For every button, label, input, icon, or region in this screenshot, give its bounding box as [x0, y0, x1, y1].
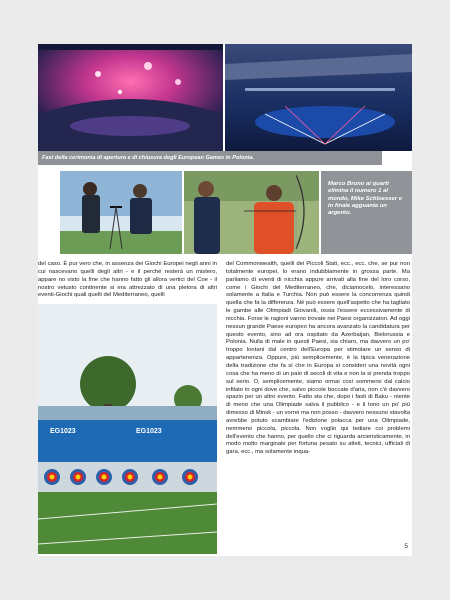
coaches-photo	[60, 171, 182, 254]
archer-caption: Marco Bruno ai quarti elimina il numero 1 al mondo, Mike Schloesser e in finale agguanta un argento.	[321, 171, 412, 254]
magazine-page	[38, 44, 412, 556]
closing-ceremony-photo	[225, 44, 412, 151]
page-number: 5	[404, 543, 408, 550]
archer-photo	[184, 171, 319, 254]
archery-field-photo	[38, 304, 217, 554]
opening-ceremony-photo	[38, 44, 223, 151]
article-column-left: del caso. È pur vero che, in assenza dei Giochi Europei negli anni in cui nascevano quelli degli altri - e il perché resterà un mistero, appare no visto la fine che hanno fatto gli allora vertici del Coe - il nostro vetusto continente si era attrezzato di una pletora di altri eventi-Giochi quali quelli del Mediterraneo, quelli	[38, 261, 217, 299]
article-column-right: del Commonwealth, quelli dei Piccoli Stati, ecc., ecc. che, se pur non totalmente europei, lo erano indubbiamente in grossa parte. Ma parliamo di eventi di nicchia appure arrivati alla fine del loro corso, come i Giochi del Mediterraneo, che, diciamocelo, interessano solamente a Italia e Turchia. Non può essere la concorrenza quindi quella che fa la differenza. Né può essere quell'aspetto che ha tagliato le gambe alle Olimpiadi Giovanili, ossia l'essere eccessivamente di nicchia. Forse le ragioni vanno trovate nei Paesi organizzatori. Ad oggi nessun grande Paese europeo ha ancora avanzato la candidatura per questo evento, sino ad ora ospitato da Azerbaijan, Bielorussia e Polonia. Nulla di male in questi Paesi, sia chiaro, ma davvero un po' troppo lontani dal centro dell'Europa per stimolare un senso di appartenenza. Oppure, più semplicemente, è la tipica venerazione della tradizione che fa sì che in Europa si consideri una novità ogni cosa che ha meno di un paio di secoli di vita e non la si prenda troppo sul serio. O, semplicemente, siamo ormai così sommersi dal calcio infilato in ogni dove che, salvo piccole boccate d'aria, non c'è davvero spazio per un altro evento. Fatto sta che, dopo i fasti di Baku - niente di meno che una Olimpiade salva il pubblico - e il tono un po' più dimesso di Minsk - un vorrei ma non posso - davvero nessuno stavolta avrebbe potuto scambiare l'edizione polacca per una Olimpiade, nemmeno piccola, piccola. Non voglio qui tediare coi problemi dell'evento che hanno, per quello che ci riguarda arcieristicamente, in modo molto marginale per fortuna pesato su atleti, tecnici, ufficiali di gara, ecc., ma solamente inqua-	[226, 261, 411, 456]
ceremony-caption: Fasi della cerimonia di apertura e di chiusura degli European Games in Polonia.	[38, 151, 382, 165]
banner-logo-left: EG1023	[50, 428, 76, 435]
banner-logo-right: EG1023	[136, 428, 162, 435]
